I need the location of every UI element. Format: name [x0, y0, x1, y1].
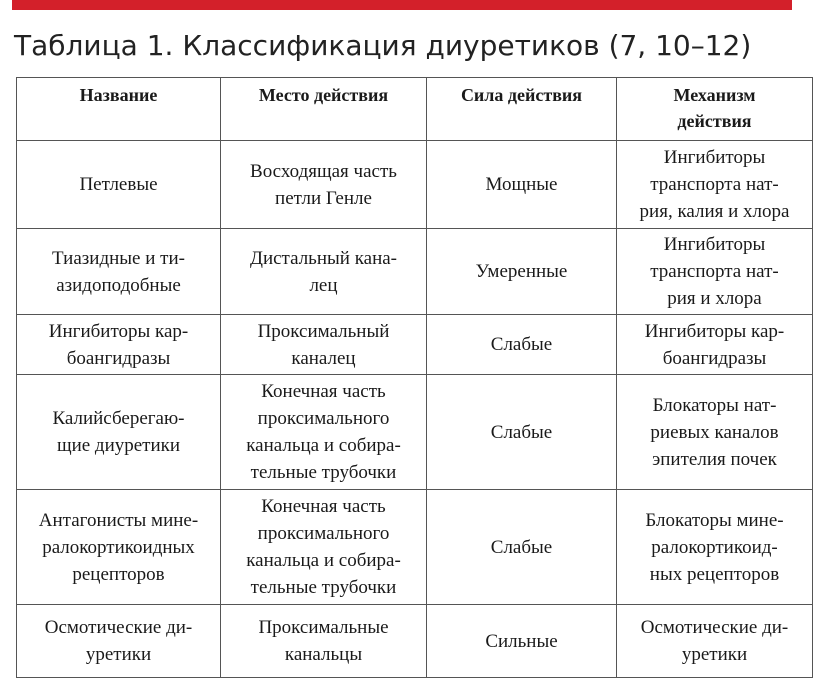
cell-mechanism: Ингибиторы транспорта нат- рия, калия и хлора	[617, 141, 813, 229]
cell-site: Дистальный кана- лец	[221, 229, 427, 315]
table-row	[17, 229, 813, 315]
table-row	[17, 315, 813, 375]
cell-strength: Слабые	[427, 490, 617, 605]
cell-strength: Слабые	[427, 315, 617, 375]
header-name: Название	[17, 78, 221, 141]
cell-mechanism: Осмотические ди- уретики	[617, 605, 813, 678]
cell-mechanism: Блокаторы мине- ралокортикоид- ных рецепторов	[617, 490, 813, 605]
header-strength: Сила действия	[427, 78, 617, 141]
cell-site: Восходящая часть петли Генле	[221, 141, 427, 229]
accent-bar	[12, 0, 792, 10]
cell-name: Ингибиторы кар- боангидразы	[17, 315, 221, 375]
cell-site: Проксимальные канальцы	[221, 605, 427, 678]
cell-strength: Слабые	[427, 375, 617, 490]
table-row	[17, 375, 813, 490]
cell-name: Тиазидные и ти- азидоподобные	[17, 229, 221, 315]
cell-mechanism: Блокаторы нат- риевых каналов эпителия почек	[617, 375, 813, 490]
cell-strength: Умеренные	[427, 229, 617, 315]
header-mechanism: Механизм действия	[617, 78, 813, 141]
cell-strength: Сильные	[427, 605, 617, 678]
cell-site: Конечная часть проксимального канальца и собира- тельные трубочки	[221, 490, 427, 605]
table-title: Таблица 1. Классификация диуретиков (7, 10–12)	[14, 29, 752, 62]
cell-site: Проксимальный каналец	[221, 315, 427, 375]
header-row	[17, 78, 813, 141]
cell-strength: Мощные	[427, 141, 617, 229]
table-row	[17, 141, 813, 229]
cell-name: Петлевые	[17, 141, 221, 229]
diuretics-table	[16, 77, 813, 678]
cell-site: Конечная часть проксимального канальца и собира- тельные трубочки	[221, 375, 427, 490]
cell-name: Калийсберегаю- щие диуретики	[17, 375, 221, 490]
table-row	[17, 490, 813, 605]
cell-name: Осмотические ди- уретики	[17, 605, 221, 678]
cell-mechanism: Ингибиторы транспорта нат- рия и хлора	[617, 229, 813, 315]
table-row	[17, 605, 813, 678]
header-site: Место действия	[221, 78, 427, 141]
cell-mechanism: Ингибиторы кар- боангидразы	[617, 315, 813, 375]
cell-name: Антагонисты мине- ралокортикоидных рецепторов	[17, 490, 221, 605]
